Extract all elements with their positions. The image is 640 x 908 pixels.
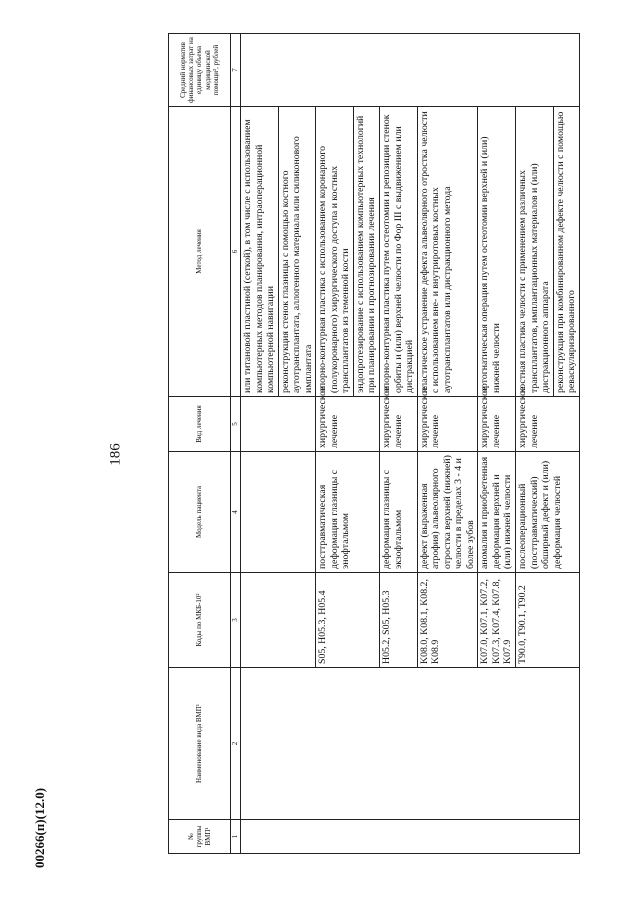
page-number: 186 bbox=[107, 443, 124, 466]
header-treatment-method: Метод лечения bbox=[169, 107, 231, 397]
method-cell: пластическое устранение дефекта альвеолярного отростка челюсти с использованием вне- и внутриротовых костных аутотрансплантатов или дистракционного метода bbox=[417, 107, 478, 397]
column-number: 1 bbox=[231, 820, 241, 854]
header-patient-model: Модель пациента bbox=[169, 452, 231, 573]
group-number-cell bbox=[241, 820, 580, 854]
method-cell: ортогнатическая операция путем остеотомии верхней и (или) нижней челюсти bbox=[478, 107, 516, 397]
column-number: 2 bbox=[231, 668, 241, 820]
rotated-table-container bbox=[168, 34, 578, 854]
table-row bbox=[241, 34, 279, 854]
patient-model-cell: аномалия и приобретенная деформация верхней и (или) нижней челюсти bbox=[478, 452, 516, 573]
column-number: 6 bbox=[231, 107, 241, 397]
treatment-type-cell: хирургическое лечение bbox=[516, 397, 580, 452]
method-cell: или титановой пластиной (сеткой), в том числе с использованием компьютерных методов планирования, интраоперационной компьютерной навигации bbox=[241, 107, 279, 397]
vmp-name-cell bbox=[241, 668, 580, 820]
patient-model-cell: посттравматическая деформация глазницы с энофтальмом bbox=[316, 452, 380, 573]
header-cost-standard: Средний норматив финансовых затрат на единицу объема медицинской помощи³, рублей bbox=[169, 34, 231, 107]
vmp-table bbox=[168, 33, 580, 854]
treatment-type-cell: хирургическое лечение bbox=[380, 397, 418, 452]
patient-model-cell: деформация глазницы с экзофтальмом bbox=[380, 452, 418, 573]
icd-codes-cell: H05.2, S05, H05.3 bbox=[380, 573, 418, 668]
patient-model-cell bbox=[241, 452, 316, 573]
document-code: 00266(п)(12.0) bbox=[32, 787, 47, 869]
column-number-row bbox=[231, 34, 241, 854]
method-cell: опорно-контурная пластика с использованием коронарного (полукоронарного) хирургического доступа и костных трансплантатов из теменной кости bbox=[316, 107, 354, 397]
column-number: 4 bbox=[231, 452, 241, 573]
treatment-type-cell: хирургическое лечение bbox=[478, 397, 516, 452]
header-treatment-type: Вид лечения bbox=[169, 397, 231, 452]
method-cell: реконструкция стенок глазницы с помощью костного аутотрансплантата, аллогенного материала или силиконового имплантата bbox=[278, 107, 316, 397]
header-vmp-name: Наименование вида ВМП¹ bbox=[169, 668, 231, 820]
icd-codes-cell: K07.0, K07.1, K07.2, K07.3, K07.4, K07.8, K07.9 bbox=[478, 573, 516, 668]
icd-codes-cell: T90.0, T90.1, T90.2 bbox=[516, 573, 580, 668]
icd-codes-cell bbox=[241, 573, 316, 668]
method-cell: реконструкция при комбинированном дефекте челюсти с помощью реваскуляризированного bbox=[553, 107, 579, 397]
icd-codes-cell: S05, H05.3, H05.4 bbox=[316, 573, 380, 668]
column-number: 7 bbox=[231, 34, 241, 107]
treatment-type-cell bbox=[241, 397, 316, 452]
treatment-type-cell: хирургическое лечение bbox=[417, 397, 478, 452]
header-row bbox=[169, 34, 231, 854]
icd-codes-cell: K08.0, K08.1, K08.2, K08.9 bbox=[417, 573, 478, 668]
header-group-number: № группы ВМП¹ bbox=[169, 820, 231, 854]
patient-model-cell: дефект (выраженная атрофия) альвеолярного отростка верхней (нижней) челюсти в пределах 3 - 4 и более зубов bbox=[417, 452, 478, 573]
header-icd-codes: Коды по МКБ-10² bbox=[169, 573, 231, 668]
table-frame bbox=[168, 34, 578, 854]
method-cell: костная пластика челюсти с применением различных трансплантатов, имплантационных материалов и (или) дистракционного аппарата bbox=[516, 107, 554, 397]
method-cell: опорно-контурная пластика путем остеотомии и репозиции стенок орбиты и (или) верхней челюсти по Фор III с выдвижением или дистракцией bbox=[380, 107, 418, 397]
patient-model-cell: послеоперационный (посттравматический) обширный дефект и (или) деформация челюстей bbox=[516, 452, 580, 573]
treatment-type-cell: хирургическое лечение bbox=[316, 397, 380, 452]
column-number: 3 bbox=[231, 573, 241, 668]
method-cell: эндопротезирование с использованием компьютерных технологий при планировании и прогнозировании лечения bbox=[353, 107, 379, 397]
column-number: 5 bbox=[231, 397, 241, 452]
cost-standard-cell bbox=[241, 34, 580, 107]
